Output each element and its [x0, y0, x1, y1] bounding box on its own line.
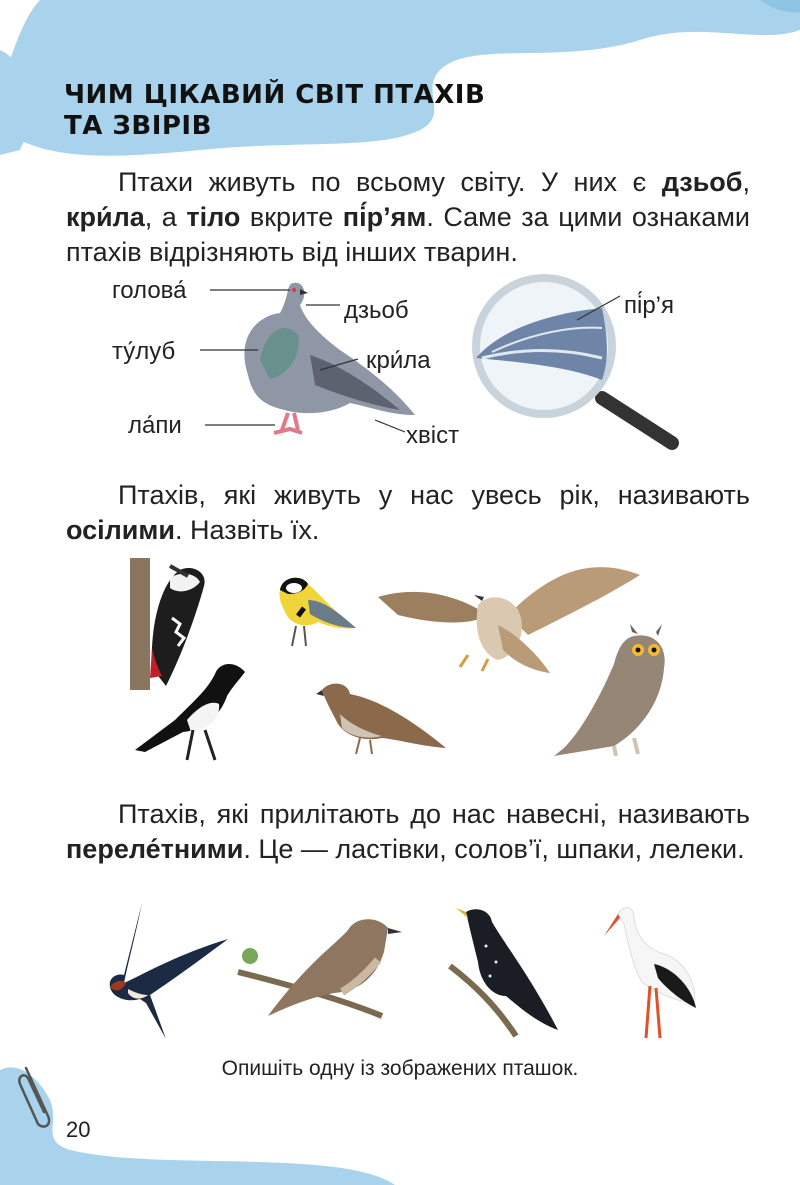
sparrow-image	[320, 680, 448, 756]
term-beak: дзьоб	[661, 167, 743, 197]
page-number: 20	[66, 1117, 91, 1142]
term-body: тіло	[186, 202, 241, 232]
task-caption: Опишіть одну із зображених пташок.	[221, 1057, 579, 1080]
intro-text: . Саме за цими ознаками птахів відрізняють від інших тварин.	[66, 202, 750, 267]
intro-text: вкрите	[240, 202, 343, 232]
term-resident: осілими	[66, 515, 175, 545]
title-line-2: ТА ЗВІРІВ	[64, 111, 212, 141]
intro-text: Птахи живуть по всьому світу. У них є	[118, 167, 662, 197]
resident-birds-paragraph	[66, 478, 750, 548]
term-feathers: пі́р’ям	[342, 202, 427, 232]
resident-text: . Назвіть їх.	[174, 515, 320, 545]
migratory-text: Птахів, які прилітають до нас навесні, називають	[118, 799, 750, 829]
title-line-1: ЧИМ ЦІКАВИЙ СВІТ ПТАХІВ	[64, 80, 486, 110]
label-feathers: пі́р’я	[624, 292, 675, 319]
stork-image	[604, 904, 700, 1040]
label-head: голова́	[112, 277, 187, 304]
resident-text: Птахів, які живуть у нас увесь рік, називають	[118, 480, 750, 510]
intro-text: ,	[742, 167, 750, 197]
label-body: ту́луб	[112, 338, 176, 365]
nightingale-image	[238, 912, 404, 1030]
great-tit-image	[270, 570, 358, 650]
starling-image	[446, 906, 564, 1038]
term-wings: кри́ла	[66, 202, 145, 232]
term-migratory: переле́тними	[66, 834, 244, 864]
migratory-text: . Це — ластівки, солов’ї, шпаки, лелеки.	[243, 834, 745, 864]
label-legs: ла́пи	[128, 412, 182, 439]
label-tail: хвіст	[406, 422, 460, 449]
migratory-birds-paragraph	[66, 797, 750, 867]
swallow-image	[106, 903, 230, 1039]
intro-text: , а	[144, 202, 187, 232]
owl-image	[544, 628, 672, 758]
page-title	[64, 80, 485, 142]
intro-paragraph	[66, 165, 750, 270]
label-wings: кри́ла	[366, 347, 431, 374]
magpie-image	[135, 660, 250, 764]
label-beak: дзьоб	[344, 297, 409, 324]
